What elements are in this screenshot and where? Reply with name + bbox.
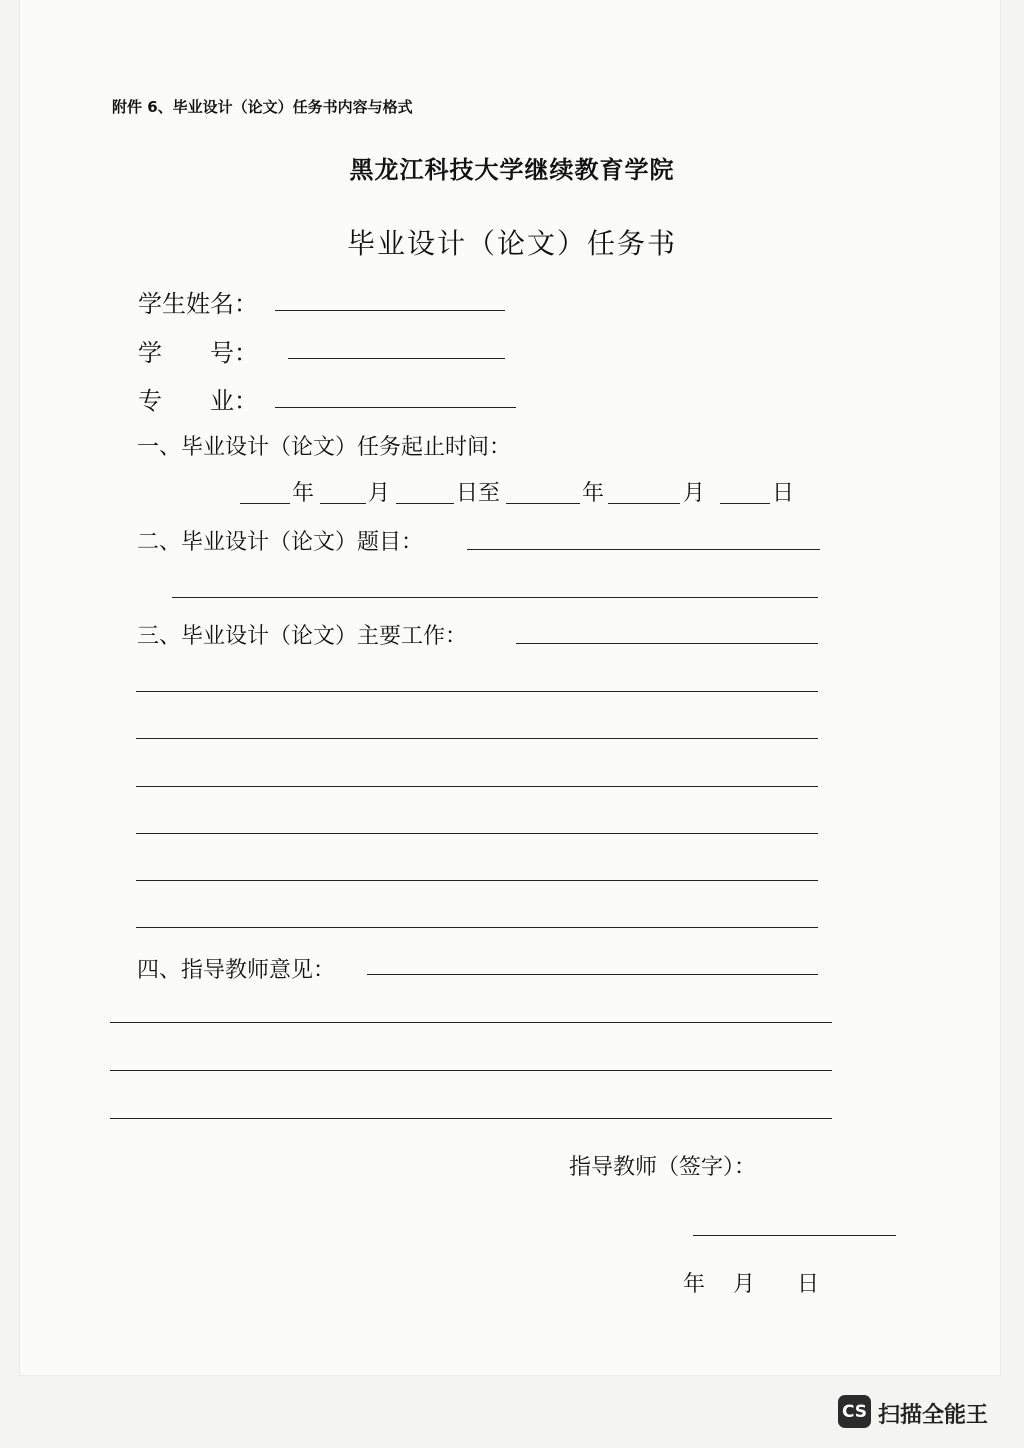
major-blank[interactable] — [275, 407, 516, 408]
advisor-opinion-blank[interactable] — [367, 974, 818, 975]
advisor-opinion-line[interactable] — [110, 1022, 832, 1023]
sign-day-label: 日 — [797, 1272, 820, 1297]
main-work-line[interactable] — [136, 691, 818, 692]
start-day-to-label: 日至 — [456, 481, 501, 506]
college-name: 黑龙江科技大学继续教育学院 — [349, 156, 675, 184]
main-work-blank[interactable] — [516, 643, 818, 644]
start-day-blank[interactable] — [396, 503, 454, 504]
topic-blank[interactable] — [467, 549, 820, 550]
advisor-signature-label: 指导教师（签字）： — [569, 1155, 757, 1180]
end-month-blank[interactable] — [608, 503, 680, 504]
main-work-line[interactable] — [136, 927, 818, 928]
document-title: 毕业设计（论文）任务书 — [346, 227, 677, 260]
document-page — [20, 0, 1000, 1375]
main-work-line[interactable] — [136, 738, 818, 739]
camscanner-watermark-text: 扫描全能王 — [878, 1403, 989, 1428]
end-month-label: 月 — [683, 481, 706, 506]
end-day-label: 日 — [772, 481, 795, 506]
main-work-line[interactable] — [136, 833, 818, 834]
student-name-blank[interactable] — [275, 310, 505, 311]
end-day-blank[interactable] — [720, 503, 770, 504]
camscanner-logo-icon: CS — [838, 1395, 871, 1428]
end-year-label: 年 — [582, 481, 605, 506]
end-year-blank[interactable] — [506, 503, 580, 504]
main-work-line[interactable] — [136, 786, 818, 787]
section-one-heading: 一、毕业设计（论文）任务起止时间： — [137, 435, 512, 460]
start-year-blank[interactable] — [240, 503, 290, 504]
section-two-heading: 二、毕业设计（论文）题目： — [137, 530, 424, 555]
start-month-label: 月 — [368, 481, 391, 506]
header-note: 附件 6、毕业设计（论文）任务书内容与格式 — [112, 98, 413, 116]
section-three-heading: 三、毕业设计（论文）主要工作： — [137, 624, 468, 649]
start-month-blank[interactable] — [320, 503, 366, 504]
advisor-opinion-line[interactable] — [110, 1118, 832, 1119]
student-id-blank[interactable] — [288, 358, 505, 359]
section-four-heading: 四、指导教师意见： — [137, 958, 336, 983]
student-name-label: 学生姓名： — [138, 290, 258, 318]
start-year-label: 年 — [292, 481, 315, 506]
advisor-opinion-line[interactable] — [110, 1070, 832, 1071]
main-work-line[interactable] — [136, 880, 818, 881]
student-id-label: 学 号： — [138, 339, 258, 367]
topic-blank-2[interactable] — [172, 597, 818, 598]
sign-month-label: 月 — [733, 1272, 756, 1297]
major-label: 专 业： — [138, 387, 258, 415]
sign-year-label: 年 — [683, 1272, 706, 1297]
signature-blank[interactable] — [693, 1235, 896, 1236]
